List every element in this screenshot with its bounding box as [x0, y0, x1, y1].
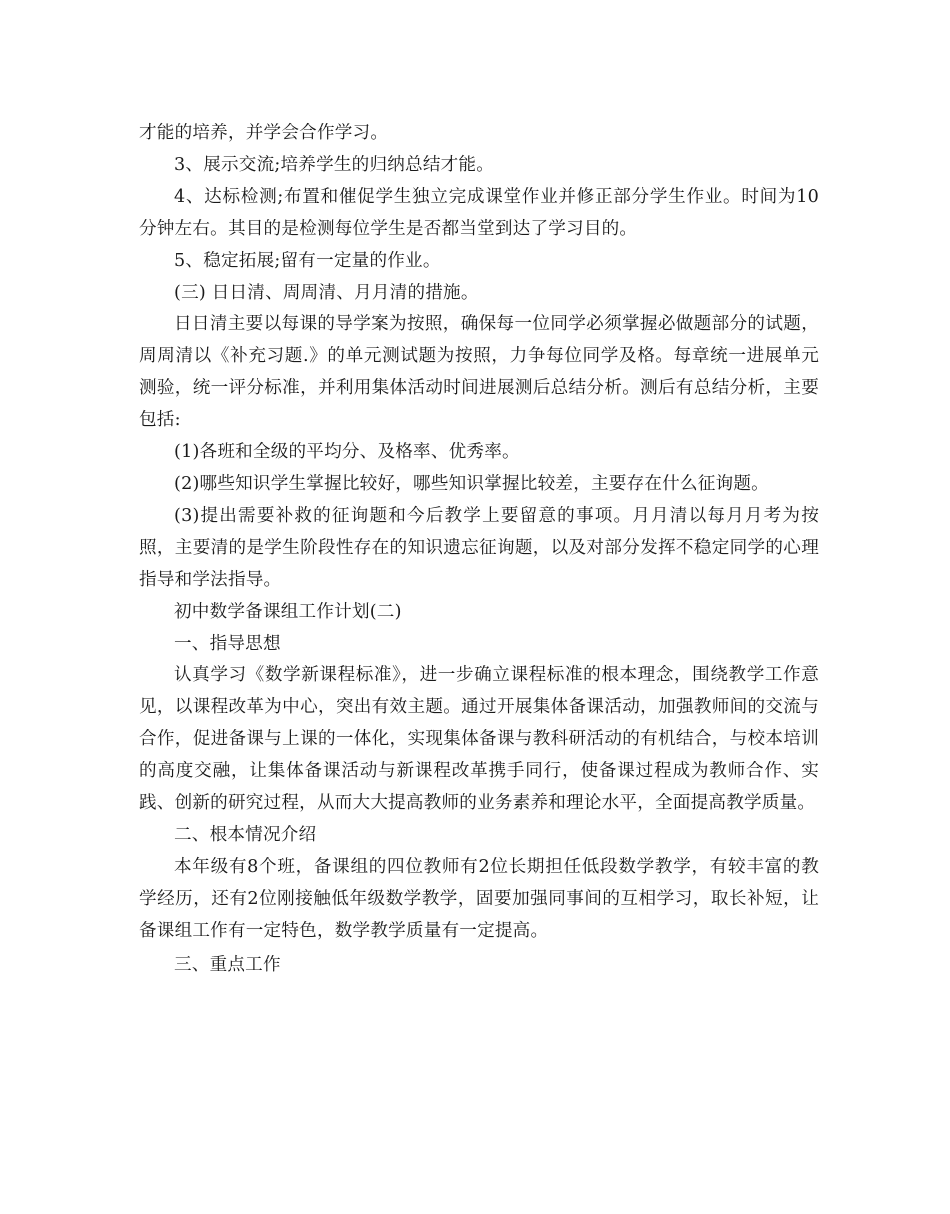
paragraph: (三) 日日清、周周清、月月清的措施。 — [174, 282, 479, 303]
paragraph: 4、达标检测;布置和催促学生独立完成课堂作业并修正部分学生作业。时间为10分钟左右。其目的是检测每位学生是否都当堂到达了学习目的。 — [139, 186, 819, 239]
section-title: 初中数学备课组工作计划(二) — [174, 601, 402, 622]
paragraph: 认真学习《数学新课程标准》，进一步确立课程标准的根本理念，围绕教学工作意见，以课程改革为中心，突出有效主题。通过开展集体备课活动，加强教师间的交流与合作，促进备课与上课的一体化，实现集体备课与教科研活动的有机结合，与校本培训的高度交融，让集体备课活动与新课程改革携手同行，使备课过程成为教师合作、实践、创新的研究过程，从而大大提高教师的业务素养和理论水平，全面提高教学质量。 — [139, 665, 819, 814]
heading: 三、重点工作 — [174, 954, 281, 975]
paragraph: 5、稳定拓展;留有一定量的作业。 — [174, 250, 441, 271]
paragraph: 日日清主要以每课的导学案为按照，确保每一位同学必须掌握必做题部分的试题，周周清以《补充习题.》的单元测试题为按照，力争每位同学及格。每章统一进展单元测验，统一评分标准，并利用集体活动时间进展测后总结分析。测后有总结分析，主要包括: — [139, 314, 819, 431]
paragraph: 本年级有8个班，备课组的四位教师有2位长期担任低段数学教学，有较丰富的教学经历，还有2位刚接触低年级数学教学，固要加强同事间的互相学习，取长补短，让备课组工作有一定特色，数学教学质量有一定提高。 — [139, 856, 819, 941]
paragraph: (1)各班和全级的平均分、及格率、优秀率。 — [174, 442, 520, 463]
document-body — [139, 118, 819, 981]
heading: 一、指导思想 — [174, 633, 281, 654]
paragraph: (2)哪些知识学生掌握比较好，哪些知识掌握比较差，主要存在什么征询题。 — [174, 473, 769, 494]
paragraph: 才能的培养，并学会合作学习。 — [139, 123, 389, 143]
paragraph: (3)提出需要补救的征询题和今后教学上要留意的事项。月月清以每月月考为按照，主要清的是学生阶段性存在的知识遗忘征询题，以及对部分发挥不稳定同学的心理指导和学法指导。 — [139, 505, 819, 590]
heading: 二、根本情况介绍 — [174, 824, 317, 845]
paragraph: 3、展示交流;培养学生的归纳总结才能。 — [174, 154, 495, 175]
